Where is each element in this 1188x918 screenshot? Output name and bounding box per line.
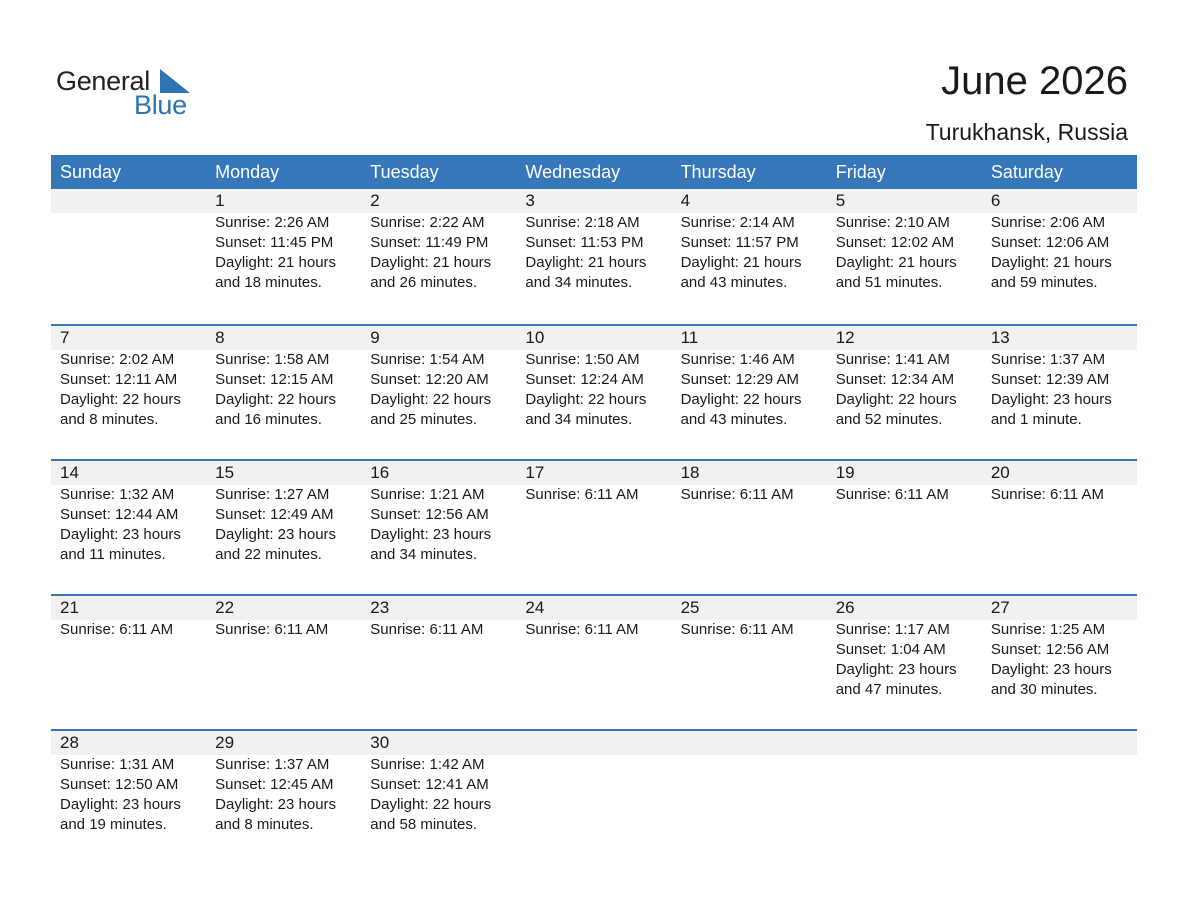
day-cell <box>672 461 827 594</box>
day-detail-line: Sunset: 1:04 AM <box>835 641 946 658</box>
day-detail-line: and 19 minutes. <box>60 816 167 833</box>
day-detail-line: and 1 minute. <box>990 411 1082 428</box>
day-detail-line: Daylight: 21 hours <box>990 254 1112 271</box>
day-number: 8 <box>215 328 225 347</box>
day-detail-line: Daylight: 21 hours <box>680 254 802 271</box>
week-row <box>51 324 1137 459</box>
day-cell <box>206 731 361 864</box>
empty-day-cell <box>672 731 827 864</box>
day-detail-line: Daylight: 23 hours <box>990 661 1112 678</box>
day-detail-line: Sunrise: 6:11 AM <box>680 486 794 503</box>
day-detail-line: Sunset: 12:15 AM <box>215 371 334 388</box>
weekday-header <box>51 155 1137 189</box>
day-number: 5 <box>835 191 846 210</box>
day-detail-line: Sunrise: 2:22 AM <box>370 214 485 231</box>
day-number: 23 <box>370 598 390 617</box>
day-number: 29 <box>215 733 235 752</box>
day-detail-line: Sunset: 12:45 AM <box>215 776 334 793</box>
day-cell <box>51 326 206 459</box>
day-number: 14 <box>60 463 79 482</box>
day-number: 30 <box>370 733 390 752</box>
week-days <box>51 189 1137 324</box>
day-detail-line: Sunrise: 1:58 AM <box>215 351 330 368</box>
day-number: 18 <box>680 463 700 482</box>
day-detail-line: Daylight: 23 hours <box>215 526 337 543</box>
day-detail-line: and 58 minutes. <box>370 816 478 833</box>
day-cell <box>672 189 827 324</box>
day-cell <box>982 326 1137 459</box>
day-detail-line: Sunrise: 1:25 AM <box>990 621 1106 638</box>
day-number: 1 <box>215 191 225 210</box>
week-days <box>51 596 1137 729</box>
day-number: 25 <box>680 598 700 617</box>
day-cell <box>982 596 1137 729</box>
day-cell <box>361 326 516 459</box>
day-cell <box>51 596 206 729</box>
day-number: 26 <box>835 598 855 617</box>
weekday-wednesday: Wednesday <box>525 162 621 182</box>
day-detail-line: and 11 minutes. <box>60 546 166 563</box>
day-detail-line: Sunrise: 6:11 AM <box>835 486 949 503</box>
day-detail-line: Sunset: 12:56 AM <box>370 506 489 523</box>
empty-day-cell <box>827 731 982 864</box>
day-cell <box>361 596 516 729</box>
day-cell <box>206 596 361 729</box>
day-detail-line: Sunset: 11:49 PM <box>370 234 489 251</box>
day-number: 22 <box>215 598 235 617</box>
day-detail-line: and 16 minutes. <box>215 411 322 428</box>
day-detail-line: Sunset: 12:49 AM <box>215 506 334 523</box>
day-detail-line: Daylight: 23 hours <box>60 796 181 813</box>
day-detail-line: Daylight: 22 hours <box>680 391 802 408</box>
day-cell <box>827 596 982 729</box>
day-detail-line: and 43 minutes. <box>680 274 788 291</box>
day-number: 24 <box>525 598 545 617</box>
day-number: 4 <box>680 191 691 210</box>
day-detail-line: Daylight: 22 hours <box>215 391 337 408</box>
day-detail-line: Sunrise: 6:11 AM <box>990 486 1104 503</box>
day-number: 10 <box>525 328 545 347</box>
day-detail-line: and 18 minutes. <box>215 274 322 291</box>
day-number: 7 <box>60 328 70 347</box>
day-number: 27 <box>990 598 1010 617</box>
day-detail-line: Sunset: 11:45 PM <box>215 234 334 251</box>
day-detail-line: and 34 minutes. <box>525 411 633 428</box>
logo-text-blue: Blue <box>134 90 187 120</box>
day-cell <box>672 596 827 729</box>
day-detail-line: Sunrise: 2:10 AM <box>835 214 950 231</box>
day-detail-line: Daylight: 22 hours <box>835 391 957 408</box>
location-subtitle: Turukhansk, Russia <box>925 119 1128 145</box>
empty-day-cell <box>516 731 671 864</box>
day-cell <box>982 189 1137 324</box>
day-cell <box>206 189 361 324</box>
day-detail-line: Daylight: 21 hours <box>525 254 647 271</box>
day-number: 13 <box>990 328 1010 347</box>
day-detail-line: and 8 minutes. <box>60 411 159 428</box>
week-row <box>51 459 1137 594</box>
day-detail-line: Sunrise: 1:46 AM <box>680 351 795 368</box>
day-detail-line: Sunrise: 1:42 AM <box>370 756 485 773</box>
day-detail-line: Daylight: 22 hours <box>370 391 492 408</box>
day-cell <box>361 189 516 324</box>
day-cell <box>827 326 982 459</box>
day-detail-line: and 43 minutes. <box>680 411 788 428</box>
week-row <box>51 729 1137 864</box>
weekday-sunday: Sunday <box>60 162 122 182</box>
day-detail-line: Daylight: 22 hours <box>60 391 181 408</box>
week-days <box>51 731 1137 864</box>
day-cell <box>206 461 361 594</box>
day-number: 6 <box>990 191 1001 210</box>
day-detail-line: and 34 minutes. <box>370 546 478 563</box>
day-detail-line: Sunrise: 1:17 AM <box>835 621 950 638</box>
day-detail-line: Sunset: 12:24 AM <box>525 371 644 388</box>
day-cell <box>361 461 516 594</box>
day-detail-line: Sunrise: 6:11 AM <box>525 621 639 638</box>
day-detail-line: Sunset: 12:29 AM <box>680 371 799 388</box>
day-detail-line: and 26 minutes. <box>370 274 478 291</box>
day-cell <box>206 326 361 459</box>
day-cell <box>51 731 206 864</box>
day-number: 11 <box>680 328 699 347</box>
day-detail-line: Daylight: 23 hours <box>370 526 492 543</box>
day-number: 12 <box>835 328 855 347</box>
day-cell <box>51 461 206 594</box>
day-number: 28 <box>60 733 79 752</box>
day-number: 3 <box>525 191 535 210</box>
logo-text-general: General <box>56 66 150 96</box>
day-detail-line: Sunrise: 1:27 AM <box>215 486 330 503</box>
day-number: 21 <box>60 598 79 617</box>
day-cell <box>516 461 671 594</box>
day-detail-line: and 22 minutes. <box>215 546 322 563</box>
day-detail-line: and 59 minutes. <box>990 274 1098 291</box>
day-detail-line: Sunrise: 2:26 AM <box>215 214 330 231</box>
day-detail-line: Sunset: 12:56 AM <box>990 641 1110 658</box>
day-detail-line: and 8 minutes. <box>215 816 314 833</box>
weekday-tuesday: Tuesday <box>370 162 439 182</box>
day-detail-line: Sunrise: 6:11 AM <box>525 486 639 503</box>
weekday-monday: Monday <box>215 162 280 182</box>
day-detail-line: Sunrise: 1:21 AM <box>370 486 485 503</box>
day-number: 17 <box>525 463 545 482</box>
week-row <box>51 594 1137 729</box>
day-detail-line: Sunset: 11:57 PM <box>680 234 799 251</box>
weeks-container <box>51 189 1137 864</box>
day-detail-line: Sunset: 12:11 AM <box>60 371 178 388</box>
day-number: 2 <box>370 191 380 210</box>
day-detail-line: Sunset: 12:34 AM <box>835 371 955 388</box>
day-cell <box>516 326 671 459</box>
day-number: 9 <box>370 328 380 347</box>
day-cell <box>361 731 516 864</box>
day-detail-line: Sunset: 12:06 AM <box>990 234 1110 251</box>
day-detail-line: Daylight: 21 hours <box>835 254 957 271</box>
brand-logo <box>56 66 206 118</box>
day-detail-line: and 30 minutes. <box>990 681 1098 698</box>
day-detail-line: Sunset: 11:53 PM <box>525 234 644 251</box>
day-detail-line: Sunset: 12:20 AM <box>370 371 489 388</box>
day-detail-line: Sunrise: 1:41 AM <box>835 351 950 368</box>
day-detail-line: Sunset: 12:50 AM <box>60 776 179 793</box>
calendar-grid <box>51 155 1137 864</box>
day-detail-line: Daylight: 23 hours <box>990 391 1112 408</box>
day-detail-line: Sunrise: 6:11 AM <box>215 621 329 638</box>
day-detail-line: and 52 minutes. <box>835 411 943 428</box>
day-detail-line: Daylight: 23 hours <box>215 796 337 813</box>
day-detail-line: Sunrise: 6:11 AM <box>60 621 174 638</box>
day-cell <box>672 326 827 459</box>
day-detail-line: Sunset: 12:44 AM <box>60 506 179 523</box>
day-number: 15 <box>215 463 235 482</box>
day-cell <box>982 461 1137 594</box>
day-detail-line: Sunrise: 1:37 AM <box>215 756 330 773</box>
empty-day-cell <box>51 189 206 324</box>
week-days <box>51 461 1137 594</box>
day-number: 20 <box>990 463 1010 482</box>
day-detail-line: Sunset: 12:02 AM <box>835 234 955 251</box>
day-detail-line: Sunrise: 1:31 AM <box>60 756 175 773</box>
day-detail-line: Sunset: 12:39 AM <box>990 371 1110 388</box>
day-detail-line: Sunrise: 1:37 AM <box>990 351 1106 368</box>
day-detail-line: Daylight: 23 hours <box>60 526 181 543</box>
day-cell <box>827 189 982 324</box>
day-detail-line: Sunrise: 2:14 AM <box>680 214 795 231</box>
day-detail-line: Daylight: 22 hours <box>370 796 492 813</box>
week-row <box>51 189 1137 324</box>
day-detail-line: Sunrise: 6:11 AM <box>680 621 794 638</box>
day-detail-line: and 47 minutes. <box>835 681 943 698</box>
empty-day-cell <box>982 731 1137 864</box>
day-detail-line: and 34 minutes. <box>525 274 633 291</box>
week-days <box>51 326 1137 459</box>
weekday-friday: Friday <box>835 162 886 182</box>
day-detail-line: Daylight: 22 hours <box>525 391 647 408</box>
day-detail-line: Daylight: 21 hours <box>370 254 492 271</box>
day-detail-line: Sunrise: 6:11 AM <box>370 621 484 638</box>
day-detail-line: and 51 minutes. <box>835 274 943 291</box>
day-detail-line: Daylight: 21 hours <box>215 254 337 271</box>
day-cell <box>516 596 671 729</box>
day-detail-line: Sunrise: 1:50 AM <box>525 351 640 368</box>
weekday-thursday: Thursday <box>680 162 756 182</box>
day-detail-line: Sunrise: 2:02 AM <box>60 351 175 368</box>
day-number: 16 <box>370 463 390 482</box>
day-cell <box>827 461 982 594</box>
day-detail-line: and 25 minutes. <box>370 411 478 428</box>
day-number: 19 <box>835 463 855 482</box>
day-detail-line: Daylight: 23 hours <box>835 661 957 678</box>
day-cell <box>516 189 671 324</box>
day-detail-line: Sunrise: 1:54 AM <box>370 351 485 368</box>
day-detail-line: Sunrise: 1:32 AM <box>60 486 175 503</box>
day-detail-line: Sunset: 12:41 AM <box>370 776 489 793</box>
page-title: June 2026 <box>941 59 1128 103</box>
weekday-saturday: Saturday <box>990 162 1063 182</box>
day-detail-line: Sunrise: 2:18 AM <box>525 214 640 231</box>
day-detail-line: Sunrise: 2:06 AM <box>990 214 1106 231</box>
